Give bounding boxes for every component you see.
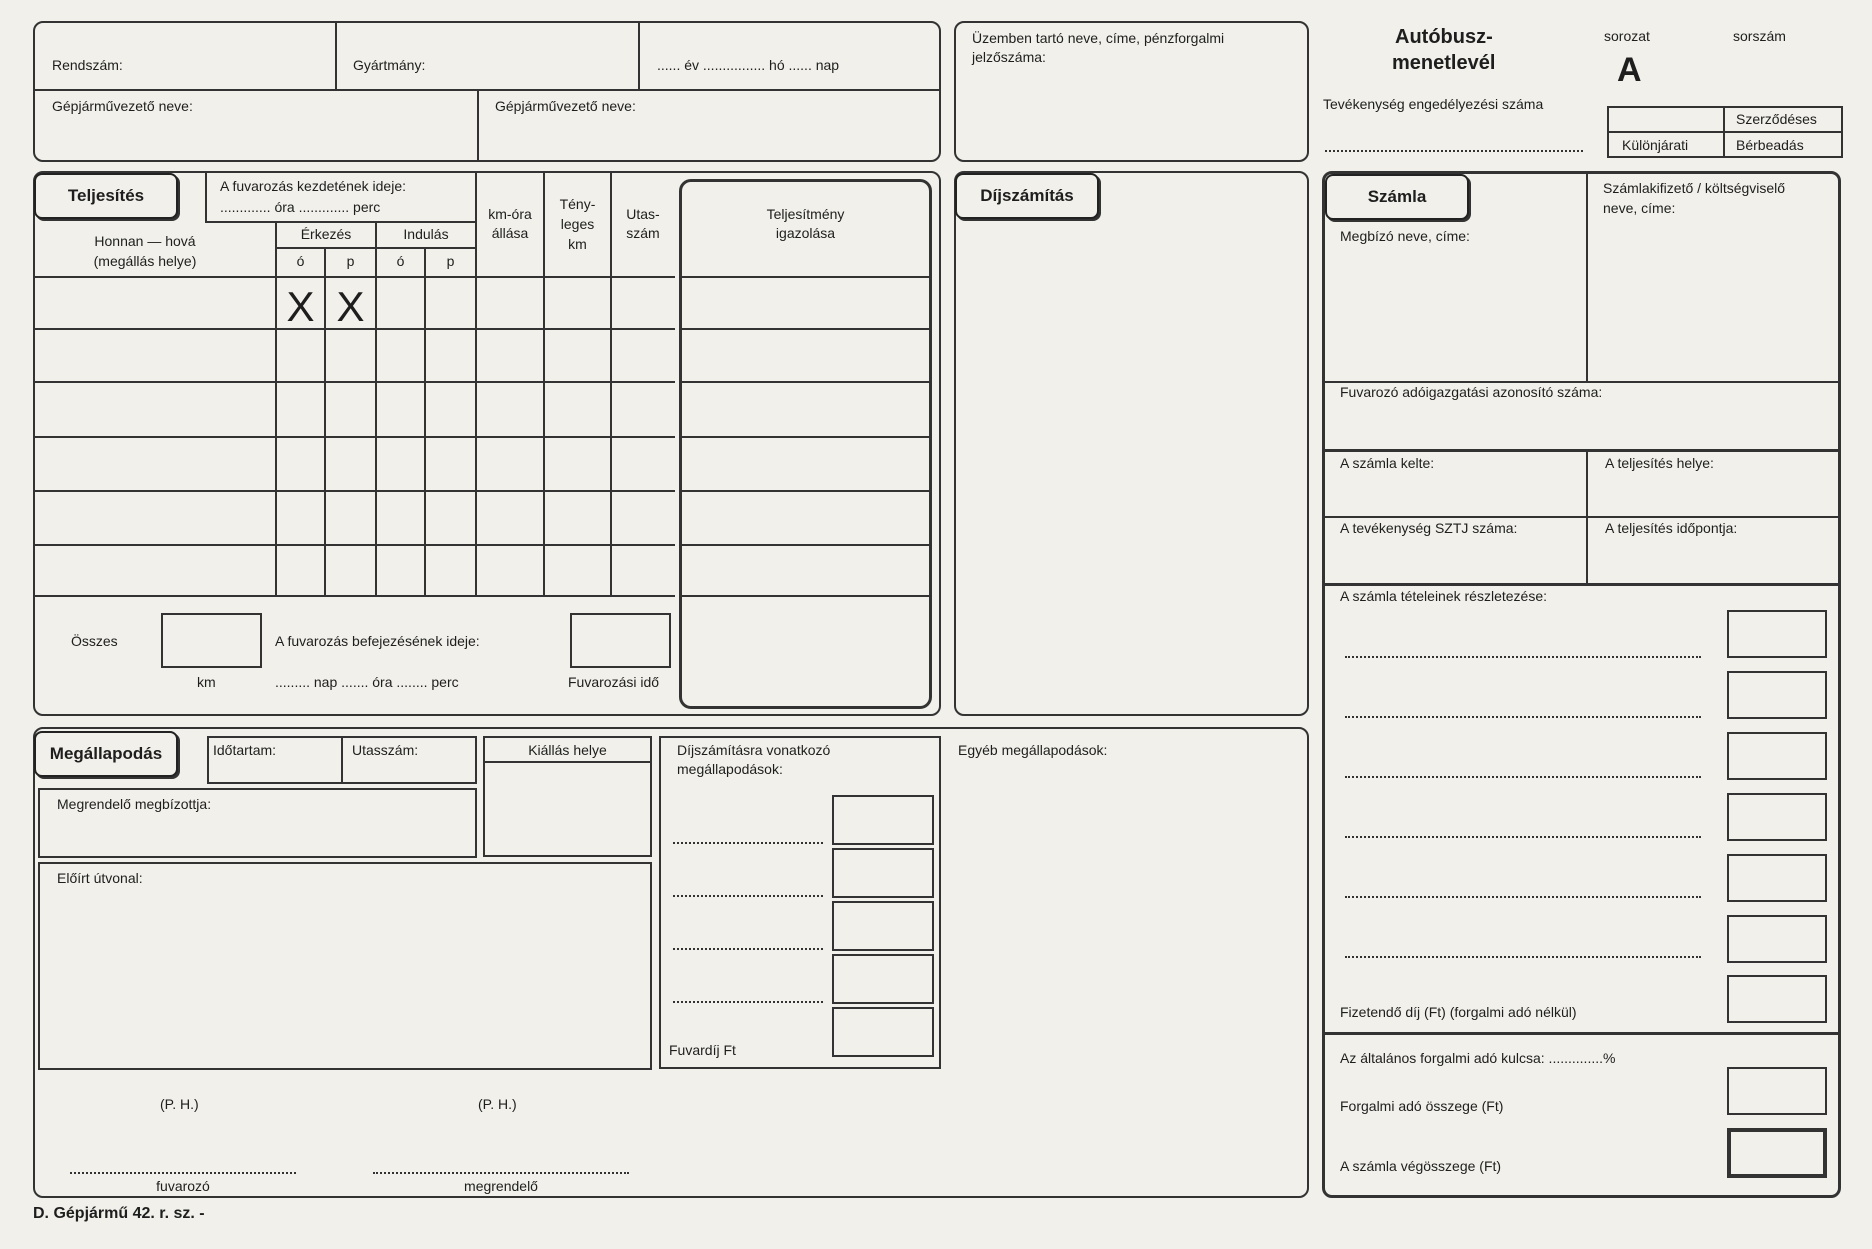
dij-amount-box-3	[832, 901, 934, 951]
megrendelo-signature-label: megrendelő	[464, 1178, 538, 1194]
teljesites-helye-label: A teljesítés helye:	[1605, 455, 1714, 471]
honnan-label-2: (megállás helye)	[93, 253, 197, 269]
license-label: Tevékenység engedélyezési száma	[1323, 96, 1544, 112]
start-time-line: ............. óra ............. perc	[220, 199, 381, 215]
egyeb-megallapodas-label: Egyéb megállapodások:	[958, 742, 1108, 758]
kmora-label-1: km-óra	[488, 206, 532, 222]
sorszam-label: sorszám	[1733, 28, 1786, 44]
ph-megrendelo: (P. H.)	[478, 1096, 517, 1112]
utvonal-box	[38, 862, 652, 1070]
igazolas-label-2: igazolása	[775, 225, 836, 241]
driver1-label: Gépjárművezető neve:	[52, 98, 193, 114]
dij-megallapodas-label-2: megállapodások:	[677, 761, 783, 777]
teljesites-idopont-label: A teljesítés időpontja:	[1605, 520, 1738, 536]
igazolas-label-1: Teljesítmény	[766, 206, 845, 222]
utasszam-label: Utasszám:	[352, 742, 419, 758]
gyartmany-label: Gyártmány:	[353, 57, 426, 73]
sztj-label: A tevékenység SZTJ száma:	[1340, 520, 1518, 536]
end-time-label: A fuvarozás befejezésének ideje:	[275, 633, 480, 649]
adoazonosito-label: Fuvarozó adóigazgatási azonosító száma:	[1340, 384, 1603, 400]
fizetendo-label: Fizetendő díj (Ft) (forgalmi adó nélkül)	[1340, 1004, 1577, 1020]
item-amount-box-4	[1727, 793, 1827, 841]
berbeadas-label: Bérbeadás	[1736, 137, 1804, 153]
megbizo-label: Megbízó neve, címe:	[1340, 228, 1470, 244]
fuvarozo-signature-label: fuvarozó	[156, 1178, 210, 1194]
utasszam-label-1: Utas-	[626, 206, 660, 222]
utvonal-label: Előírt útvonal:	[57, 870, 143, 886]
kmora-label-2: állása	[491, 225, 529, 241]
honnan-label-1: Honnan — hová	[94, 233, 196, 249]
form-code: D. Gépjármű 42. r. sz. -	[33, 1205, 205, 1222]
operator-label-1: Üzemben tartó neve, címe, pénzforgalmi	[972, 30, 1225, 46]
kifizeto-label-1: Számlakifizető / költségviselő	[1603, 180, 1786, 196]
vegosszeg-label: A számla végösszege (Ft)	[1340, 1158, 1502, 1174]
end-time-line: ......... nap ....... óra ........ perc	[275, 674, 459, 690]
tenyleges-label-1: Tény-	[559, 196, 596, 212]
form-title-2: menetlevél	[1392, 52, 1496, 74]
kulonjarati-label: Különjárati	[1622, 137, 1689, 153]
indulas-label: Indulás	[403, 226, 449, 242]
form-title-1: Autóbusz-	[1395, 26, 1493, 48]
item-amount-box-2	[1727, 671, 1827, 719]
teljesites-tab: Teljesítés	[34, 173, 178, 219]
series-letter: A	[1617, 51, 1642, 89]
fuvarozasi-ido-box	[570, 613, 671, 668]
item-amount-box-7	[1727, 975, 1827, 1023]
erkezes-o-label: ó	[296, 253, 305, 269]
x-mark-ora: X	[286, 283, 315, 330]
x-mark-perc: X	[336, 283, 365, 330]
dij-amount-box-2	[832, 848, 934, 898]
header-box	[33, 21, 941, 162]
kiallas-label: Kiállás helye	[528, 742, 607, 758]
tetelek-label: A számla tételeinek részletezése:	[1340, 588, 1547, 604]
ado-osszeg-box	[1727, 1067, 1827, 1115]
sorozat-label: sorozat	[1604, 28, 1650, 44]
ph-fuvarozo: (P. H.)	[160, 1096, 199, 1112]
item-amount-box-3	[1727, 732, 1827, 780]
vegosszeg-box	[1727, 1128, 1827, 1178]
utasszam-label-2: szám	[626, 225, 660, 241]
item-amount-box-1	[1727, 610, 1827, 658]
rendszam-label: Rendszám:	[52, 57, 123, 73]
dij-megallapodas-label-1: Díjszámításra vonatkozó	[677, 742, 831, 758]
afa-kulcs-label: Az általános forgalmi adó kulcsa: ..............%	[1340, 1050, 1616, 1066]
ado-osszeg-label: Forgalmi adó összege (Ft)	[1340, 1098, 1504, 1114]
osszes-km-box	[161, 613, 262, 668]
km-label: km	[197, 674, 216, 690]
szerzodeses-label: Szerződéses	[1736, 111, 1817, 127]
start-time-label: A fuvarozás kezdetének ideje:	[220, 178, 407, 194]
szamla-tab: Számla	[1325, 174, 1469, 220]
date-line: ...... év ................ hó ...... nap	[657, 57, 840, 73]
erkezes-label: Érkezés	[300, 226, 352, 242]
indulas-p-label: p	[446, 253, 455, 269]
dijszamitas-section	[954, 171, 1309, 716]
indulas-o-label: ó	[396, 253, 405, 269]
dij-amount-box-1	[832, 795, 934, 845]
tenyleges-label-3: km	[568, 236, 587, 252]
dijszamitas-tab: Díjszámítás	[955, 173, 1099, 219]
fuvardij-label: Fuvardíj Ft	[669, 1042, 736, 1058]
megbizott-label: Megrendelő megbízottja:	[57, 796, 212, 812]
kifizeto-label-2: neve, címe:	[1603, 200, 1676, 216]
erkezes-p-label: p	[346, 253, 355, 269]
item-amount-box-6	[1727, 915, 1827, 963]
driver2-label: Gépjárművezető neve:	[495, 98, 636, 114]
fuvarozasi-ido-label: Fuvarozási idő	[568, 674, 660, 690]
tenyleges-label-2: leges	[560, 216, 595, 232]
idotartam-label: Időtartam:	[213, 742, 277, 758]
fuvardij-box	[832, 1007, 934, 1057]
dij-amount-box-4	[832, 954, 934, 1004]
igazolas-box	[679, 179, 932, 709]
operator-label-2: jelzőszáma:	[972, 49, 1046, 65]
osszes-label: Összes	[71, 633, 118, 649]
kelte-label: A számla kelte:	[1340, 455, 1435, 471]
megallapodas-tab: Megállapodás	[34, 731, 178, 777]
item-amount-box-5	[1727, 854, 1827, 902]
